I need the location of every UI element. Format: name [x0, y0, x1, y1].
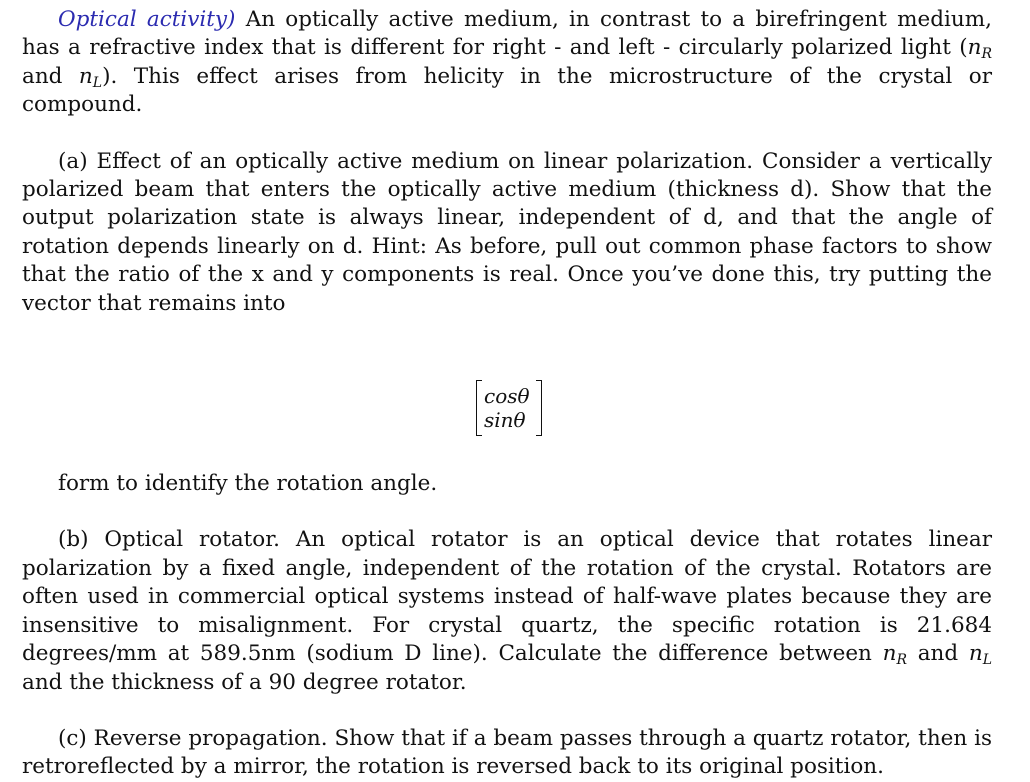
n-r-subscript: R	[981, 46, 992, 63]
n-l-subscript: L	[92, 74, 103, 91]
part-a-tail: form to identify the rotation angle.	[58, 471, 438, 497]
rotation-vector	[476, 380, 542, 436]
intro-text-2: ). This effect arises from helicity in the microstructure of the crystal or compound.	[22, 63, 992, 118]
part-c-paragraph: (c) Reverse propagation. Show that if a beam passes through a quartz rotator, then is retroreflected by a mirror, the rotation is reversed back to its original position.	[22, 725, 992, 780]
intro-paragraph	[22, 6, 992, 120]
part-a-paragraph: (a) Effect of an optically active medium on linear polarization. Consider a vertically polarized beam that enters the optically active medium (thickness d). Show that the output polarization state is always linear, independent of d, and that the angle of rotation depends linearly on d. Hint: As before, pull out common phase factors to show that the ratio of the x and y components is real. Once you’ve done this, try putting the vector that remains into	[22, 148, 992, 316]
b-n-r-symbol	[882, 641, 908, 669]
n-l-symbol	[79, 64, 102, 89]
matrix-block	[22, 318, 992, 470]
b-n-l-symbol	[968, 641, 992, 669]
part-b-text-1: (b) Optical rotator. An optical rotator is an optical device that rotates linear polarization by a fixed angle, independent of the rotation of the crystal. Rotators are often used in commercial optical systems instead of half-wave plates because they are insensitive to misalignment. For crystal quartz, the specific rotation is 21.684 degrees/mm at 589.5nm (sodium D line). Calculate the difference between	[22, 527, 992, 667]
matrix-row-sin: sinθ	[484, 408, 526, 433]
part-b-and: and	[907, 641, 969, 667]
n-r-symbol	[967, 35, 992, 63]
b-n-l-subscript: L	[982, 652, 992, 669]
b-n-r-letter: n	[882, 641, 897, 667]
section-title: Optical activity)	[58, 7, 236, 32]
n-r-letter: n	[967, 35, 982, 61]
part-b-paragraph	[22, 526, 992, 696]
b-n-r-subscript: R	[896, 652, 908, 669]
document-body	[22, 6, 992, 782]
intro-and: and	[22, 63, 79, 89]
intro-text-1: An optically active medium, in contrast to a birefringent medium, has a refractive index that is different for right - and left - circularly polarized light (	[22, 7, 992, 61]
n-l-letter: n	[78, 63, 93, 89]
matrix-row-cos: cosθ	[484, 384, 530, 409]
b-n-l-letter: n	[968, 641, 983, 667]
part-b-text-2: and the thickness of a 90 degree rotator.	[22, 669, 467, 695]
